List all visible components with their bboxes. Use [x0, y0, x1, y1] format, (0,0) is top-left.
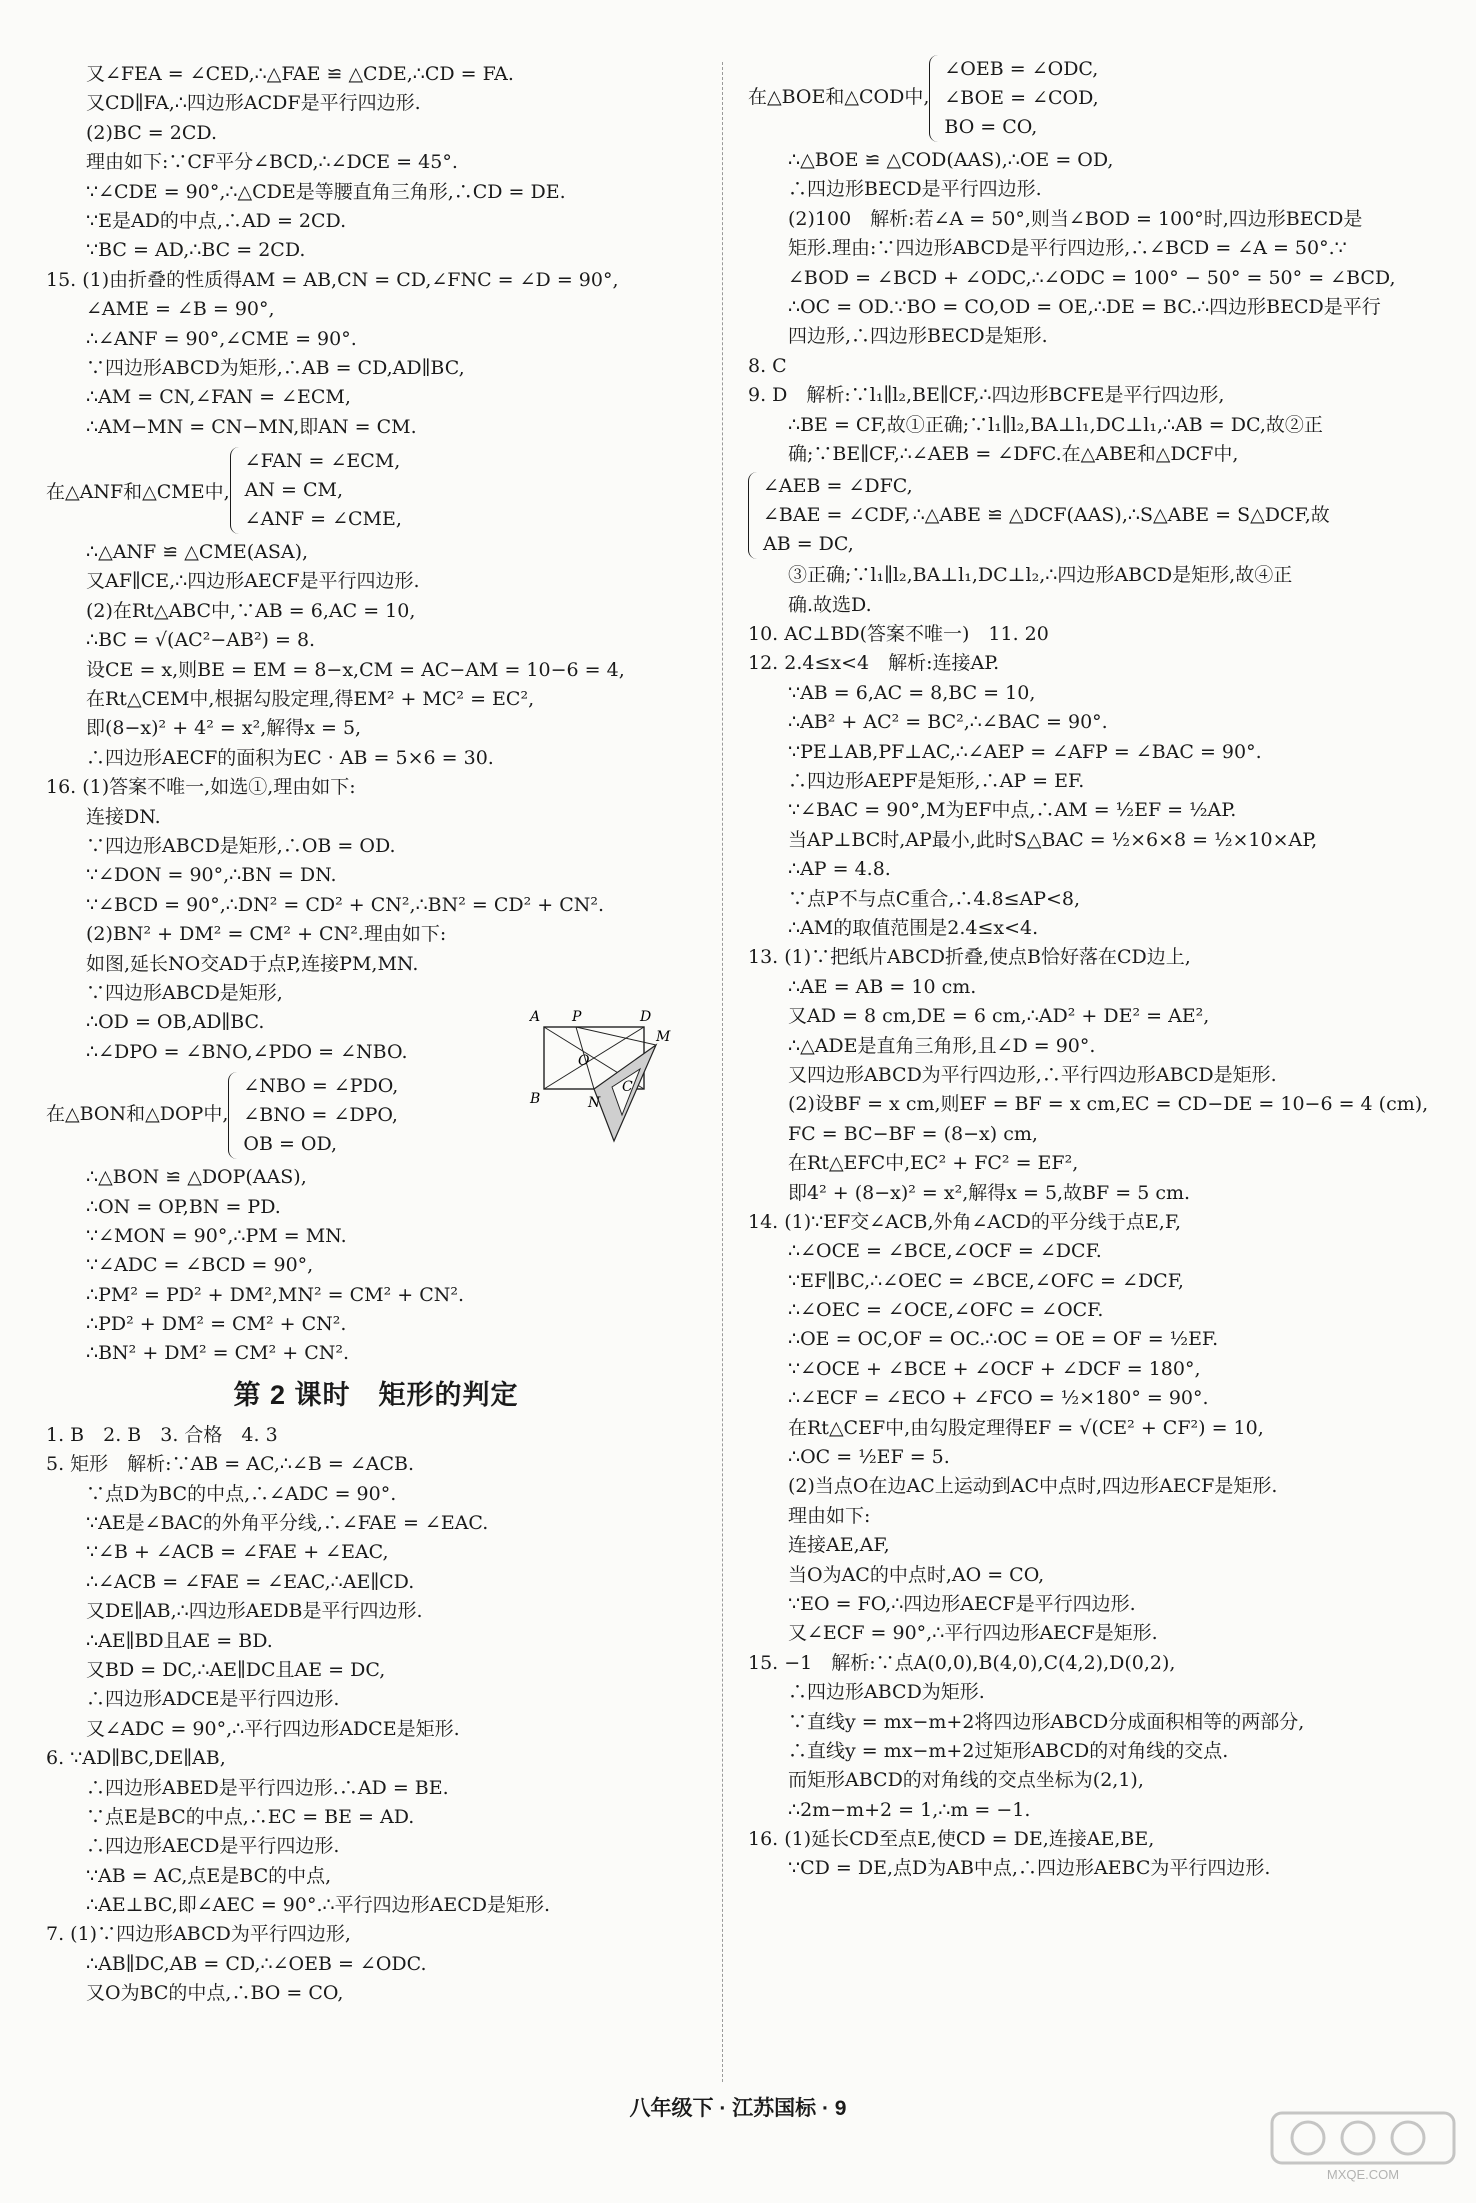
text-line: ∴BE = CF,故①正确;∵l₁∥l₂,BA⊥l₁,DC⊥l₁,∴AB = DC,故②正 — [788, 413, 1323, 436]
text-line: ∵AB = AC,点E是BC的中点, — [86, 1864, 332, 1887]
brace-system — [230, 447, 402, 534]
figure-label: M — [656, 1029, 671, 1045]
text-line: 如图,延长NO交AD于点P,连接PM,MN. — [86, 952, 419, 975]
text-line: ∴AM−MN = CN−MN,即AN = CM. — [86, 415, 417, 438]
left-lines-4 — [46, 1421, 706, 2009]
watermark-text: MXQE.COM — [1326, 2167, 1400, 2182]
system-row: ∠ANF = ∠CME, — [244, 507, 402, 530]
system-prefix: 在△BON和△DOP中, — [46, 1103, 229, 1126]
figure-label: P — [572, 1009, 582, 1025]
left-lines-1 — [46, 60, 706, 442]
text-line: ∵AB = 6,AC = 8,BC = 10, — [788, 681, 1036, 704]
text-line: ∴四边形ADCE是平行四边形. — [86, 1688, 340, 1711]
text-line: ∴BN² + DM² = CM² + CN². — [86, 1342, 350, 1365]
text-line: ∴∠ECF = ∠ECO + ∠FCO = ½×180° = 90°. — [788, 1387, 1209, 1410]
text-line: 15. (1)由折叠的性质得AM = AB,CN = CD,∠FNC = ∠D = 90°, — [46, 268, 619, 291]
text-line: 在Rt△CEF中,由勾股定理得EF = √(CE² + CF²) = 10, — [788, 1416, 1264, 1439]
text-line: ∠AME = ∠B = 90°, — [86, 298, 275, 321]
text-line: 确;∵BE∥CF,∴∠AEB = ∠DFC.在△ABE和△DCF中, — [788, 442, 1239, 465]
text-line: ∴四边形AECD是平行四边形. — [86, 1835, 340, 1858]
text-line: 设CE = x,则BE = EM = 8−x,CM = AC−AM = 10−6 = 4, — [86, 658, 625, 681]
text-line: ∴直线y = mx−m+2过矩形ABCD的对角线的交点. — [788, 1739, 1229, 1762]
system-row: ∠BAE = ∠CDF, — [763, 503, 911, 526]
text-line: 又四边形ABCD为平行四边形,∴平行四边形ABCD是矩形. — [788, 1063, 1277, 1086]
text-line: ∴AB² + AC² = BC²,∴∠BAC = 90°. — [788, 711, 1108, 734]
text-line: ∴△BOE ≌ △COD(AAS),∴OE = OD, — [788, 149, 1114, 171]
text-line: 又∠FEA = ∠CED,∴△FAE ≌ △CDE,∴CD = FA. — [86, 63, 514, 85]
figure-label: C — [622, 1079, 633, 1095]
text-line: (2)100 解析:若∠A = 50°,则当∠BOD = 100°时,四边形BECD是 — [788, 207, 1363, 230]
system-row: AN = CM, — [244, 478, 344, 501]
text-line: ∵AE是∠BAC的外角平分线,∴∠FAE = ∠EAC. — [86, 1512, 489, 1535]
text-line: ∴四边形ABCD为矩形. — [788, 1681, 985, 1704]
right-lines-1 — [748, 146, 1438, 469]
text-line: ∵直线y = mx−m+2将四边形ABCD分成面积相等的两部分, — [788, 1710, 1305, 1733]
text-line: 连接DN. — [86, 805, 161, 828]
text-line: ∵∠CDE = 90°,∴△CDE是等腰直角三角形,∴CD = DE. — [86, 180, 566, 203]
section-title: 第 2 课时 矩形的判定 — [233, 1379, 519, 1410]
text-line: ∠BOD = ∠BCD + ∠ODC,∴∠ODC = 100° − 50° = 50° = ∠BCD, — [788, 266, 1396, 289]
text-line: ∴∠OEC = ∠OCE,∠OFC = ∠OCF. — [788, 1299, 1104, 1322]
geometry-figure — [528, 1005, 688, 1145]
text-line: ∴∠OCE = ∠BCE,∠OCF = ∠DCF. — [788, 1240, 1102, 1263]
page-footer: 八年级下 · 江苏国标 · 9 — [629, 2097, 847, 2120]
text-line: 理由如下:∵CF平分∠BCD,∴∠DCE = 45°. — [86, 151, 458, 174]
system-prefix: 在△BOE和△COD中, — [748, 86, 930, 109]
text-line: ∴PD² + DM² = CM² + CN². — [86, 1313, 347, 1336]
system-anf-cme — [46, 442, 706, 538]
system-abe-dcf — [748, 469, 1438, 561]
text-line: 13. (1)∵把纸片ABCD折叠,使点B恰好落在CD边上, — [748, 946, 1191, 969]
text-line: 而矩形ABCD的对角线的交点坐标为(2,1), — [788, 1769, 1144, 1792]
text-line: 又∠ADC = 90°,∴平行四边形ADCE是矩形. — [86, 1717, 460, 1740]
text-line: ∵点P不与点C重合,∴4.8≤AP<8, — [788, 887, 1081, 910]
text-line: 8. C — [748, 354, 787, 377]
text-line: ∵∠BCD = 90°,∴DN² = CD² + CN²,∴BN² = CD² + CN². — [86, 893, 605, 916]
right-lines-2 — [748, 561, 1438, 1884]
figure-label: O — [578, 1053, 590, 1069]
text-line: ∴△ADE是直角三角形,且∠D = 90°. — [788, 1034, 1096, 1057]
text-line: ∴AB∥DC,AB = CD,∴∠OEB = ∠ODC. — [86, 1952, 427, 1975]
system-suffix: ∴△ABE ≌ △DCF(AAS),∴S△ABE = S△DCF,故 — [912, 503, 1330, 526]
right-column — [748, 57, 1438, 1884]
text-line: ∴四边形AECF的面积为EC · AB = 5×6 = 30. — [86, 746, 494, 769]
system-row: ∠FAN = ∠ECM, — [244, 449, 401, 472]
system-row: ∠BNO = ∠DPO, — [243, 1103, 398, 1126]
text-line: ∴OE = OC,OF = OC.∴OC = OE = OF = ½EF. — [788, 1328, 1219, 1351]
brace-system — [748, 472, 913, 559]
text-line: ∵点D为BC的中点,∴∠ADC = 90°. — [86, 1482, 397, 1505]
text-line: (2)在Rt△ABC中,∵AB = 6,AC = 10, — [86, 599, 416, 622]
system-row: BO = CO, — [944, 115, 1038, 138]
text-line: ∴AE∥BD且AE = BD. — [86, 1629, 273, 1652]
text-line: 1. B 2. B 3. 合格 4. 3 — [46, 1423, 278, 1446]
text-line: ∵PE⊥AB,PF⊥AC,∴∠AEP = ∠AFP = ∠BAC = 90°. — [788, 740, 1262, 763]
text-line: ∴PM² = PD² + DM²,MN² = CM² + CN². — [86, 1283, 465, 1306]
text-line: ③正确;∵l₁∥l₂,BA⊥l₁,DC⊥l₂,∴四边形ABCD是矩形,故④正 — [788, 564, 1293, 587]
text-line: ∵∠MON = 90°,∴PM = MN. — [86, 1224, 347, 1247]
text-line: 在Rt△EFC中,EC² + FC² = EF², — [788, 1152, 1079, 1175]
text-line: ∵∠BAC = 90°,M为EF中点,∴AM = ½EF = ½AP. — [788, 799, 1237, 822]
text-line: FC = BC−BF = (8−x) cm, — [788, 1122, 1038, 1145]
text-line: 6. ∵AD∥BC,DE∥AB, — [46, 1747, 226, 1770]
text-line: ∵四边形ABCD是矩形,∴OB = OD. — [86, 834, 396, 857]
text-line: 15. −1 解析:∵点A(0,0),B(4,0),C(4,2),D(0,2), — [748, 1651, 1176, 1674]
text-line: ∴2m−m+2 = 1,∴m = −1. — [788, 1798, 1031, 1821]
watermark-logo — [1268, 2109, 1458, 2185]
text-line: ∵CD = DE,点D为AB中点,∴四边形AEBC为平行四边形. — [788, 1857, 1271, 1880]
text-line: 即(8−x)² + 4² = x²,解得x = 5, — [86, 717, 362, 740]
figure-label: B — [530, 1091, 541, 1107]
text-line: ∴∠ACB = ∠FAE = ∠EAC,∴AE∥CD. — [86, 1570, 415, 1593]
system-row: ∠OEB = ∠ODC, — [944, 57, 1099, 80]
text-line: 矩形.理由:∵四边形ABCD是平行四边形,∴∠BCD = ∠A = 50°.∵ — [788, 237, 1347, 260]
text-line: ∴AE = AB = 10 cm. — [788, 975, 977, 998]
left-lines-2 — [46, 538, 706, 1067]
text-line: 7. (1)∵四边形ABCD为平行四边形, — [46, 1923, 351, 1946]
figure-label: A — [530, 1009, 541, 1025]
system-row: ∠BOE = ∠COD, — [944, 86, 1099, 109]
text-line: ∵∠OCE + ∠BCE + ∠OCF + ∠DCF = 180°, — [788, 1357, 1201, 1380]
text-line: ∴四边形BECD是平行四边形. — [788, 178, 1042, 201]
text-line: ∴∠DPO = ∠BNO,∠PDO = ∠NBO. — [86, 1040, 408, 1063]
text-line: 理由如下: — [788, 1504, 871, 1527]
text-line: 又DE∥AB,∴四边形AEDB是平行四边形. — [86, 1600, 423, 1623]
text-line: 16. (1)延长CD至点E,使CD = DE,连接AE,BE, — [748, 1828, 1155, 1851]
text-line: 在Rt△CEM中,根据勾股定理,得EM² + MC² = EC², — [86, 688, 535, 711]
text-line: (2)BC = 2CD. — [86, 121, 217, 144]
text-line: (2)设BF = x cm,则EF = BF = x cm,EC = CD−DE = 10−6 = 4 (cm), — [788, 1093, 1429, 1116]
text-line: 14. (1)∵EF交∠ACB,外角∠ACD的平分线于点E,F, — [748, 1210, 1182, 1233]
text-line: ∵E是AD的中点,∴AD = 2CD. — [86, 209, 347, 232]
text-line: 5. 矩形 解析:∵AB = AC,∴∠B = ∠ACB. — [46, 1453, 415, 1476]
text-line: 10. AC⊥BD(答案不唯一) 11. 20 — [748, 623, 1049, 646]
brace-system — [929, 55, 1098, 142]
text-line: ∵∠B + ∠ACB = ∠FAE + ∠EAC, — [86, 1541, 389, 1564]
text-line: (2)当点O在边AC上运动到AC中点时,四边形AECF是矩形. — [788, 1475, 1278, 1498]
text-line: ∵BC = AD,∴BC = 2CD. — [86, 239, 306, 262]
text-line: 即4² + (8−x)² = x²,解得x = 5,故BF = 5 cm. — [788, 1181, 1191, 1204]
text-line: 连接AE,AF, — [788, 1534, 890, 1557]
text-line: ∴AE⊥BC,即∠AEC = 90°.∴平行四边形AECD是矩形. — [86, 1894, 551, 1917]
text-line: ∴四边形AEPF是矩形,∴AP = EF. — [788, 770, 1085, 793]
text-line: 又BD = DC,∴AE∥DC且AE = DC, — [86, 1658, 386, 1681]
text-line: ∴四边形ABED是平行四边形.∴AD = BE. — [86, 1776, 449, 1799]
text-line: ∵EF∥BC,∴∠OEC = ∠BCE,∠OFC = ∠DCF, — [788, 1269, 1184, 1292]
text-line: ∴△BON ≌ △DOP(AAS), — [86, 1166, 307, 1189]
text-line: (2)BN² + DM² = CM² + CN².理由如下: — [86, 923, 447, 946]
text-line: ∴AM的取值范围是2.4≤x<4. — [788, 916, 1039, 939]
text-line: ∴AP = 4.8. — [788, 858, 891, 881]
system-row: OB = OD, — [243, 1132, 338, 1155]
system-row: ∠NBO = ∠PDO, — [243, 1074, 399, 1097]
text-line: 又AF∥CE,∴四边形AECF是平行四边形. — [86, 570, 420, 593]
system-prefix: 在△ANF和△CME中, — [46, 480, 230, 503]
text-line: 16. (1)答案不唯一,如选①,理由如下: — [46, 776, 356, 799]
system-boe-cod — [748, 50, 1438, 146]
text-line: ∵四边形ABCD为矩形,∴AB = CD,AD∥BC, — [86, 356, 465, 379]
column-divider — [722, 62, 723, 2082]
text-line: ∴△ANF ≌ △CME(ASA), — [86, 541, 309, 564]
text-line: ∴OD = OB,AD∥BC. — [86, 1011, 265, 1034]
text-line: ∴ON = OP,BN = PD. — [86, 1195, 281, 1218]
text-line: 又∠ECF = 90°,∴平行四边形AECF是矩形. — [788, 1622, 1158, 1645]
text-line: 当O为AC的中点时,AO = CO, — [788, 1563, 1045, 1586]
text-line: ∵点E是BC的中点,∴EC = BE = AD. — [86, 1805, 415, 1828]
figure-label: D — [640, 1009, 652, 1025]
text-line: ∴OC = OD.∵BO = CO,OD = OE,∴DE = BC.∴四边形BECD是平行 — [788, 295, 1381, 318]
figure-label: N — [588, 1095, 601, 1111]
text-line: ∵∠DON = 90°,∴BN = DN. — [86, 864, 337, 887]
system-row: AB = DC, — [763, 532, 854, 555]
text-line: 确.故选D. — [788, 593, 872, 616]
system-row: ∠AEB = ∠DFC, — [763, 474, 913, 497]
text-line: 12. 2.4≤x<4 解析:连接AP. — [748, 652, 1000, 675]
text-line: ∴BC = √(AC²−AB²) = 8. — [86, 629, 316, 652]
text-line: ∵EO = FO,∴四边形AECF是平行四边形. — [788, 1592, 1136, 1615]
text-line: 又AD = 8 cm,DE = 6 cm,∴AD² + DE² = AE², — [788, 1005, 1210, 1028]
text-line: ∵∠ADC = ∠BCD = 90°, — [86, 1254, 314, 1277]
text-line: 9. D 解析:∵l₁∥l₂,BE∥CF,∴四边形BCFE是平行四边形, — [748, 384, 1225, 407]
left-lines-3 — [46, 1163, 706, 1369]
text-line: ∵四边形ABCD是矩形, — [86, 981, 283, 1004]
text-line: ∴OC = ½EF = 5. — [788, 1446, 950, 1469]
text-line: 四边形,∴四边形BECD是矩形. — [788, 325, 1048, 348]
text-line: ∴AM = CN,∠FAN = ∠ECM, — [86, 386, 351, 409]
text-line: 当AP⊥BC时,AP最小,此时S△BAC = ½×6×8 = ½×10×AP, — [788, 828, 1318, 851]
text-line: ∴∠ANF = 90°,∠CME = 90°. — [86, 327, 357, 350]
text-line: 又CD∥FA,∴四边形ACDF是平行四边形. — [86, 92, 421, 115]
text-line: 又O为BC的中点,∴BO = CO, — [86, 1982, 344, 2005]
brace-system — [228, 1072, 398, 1159]
